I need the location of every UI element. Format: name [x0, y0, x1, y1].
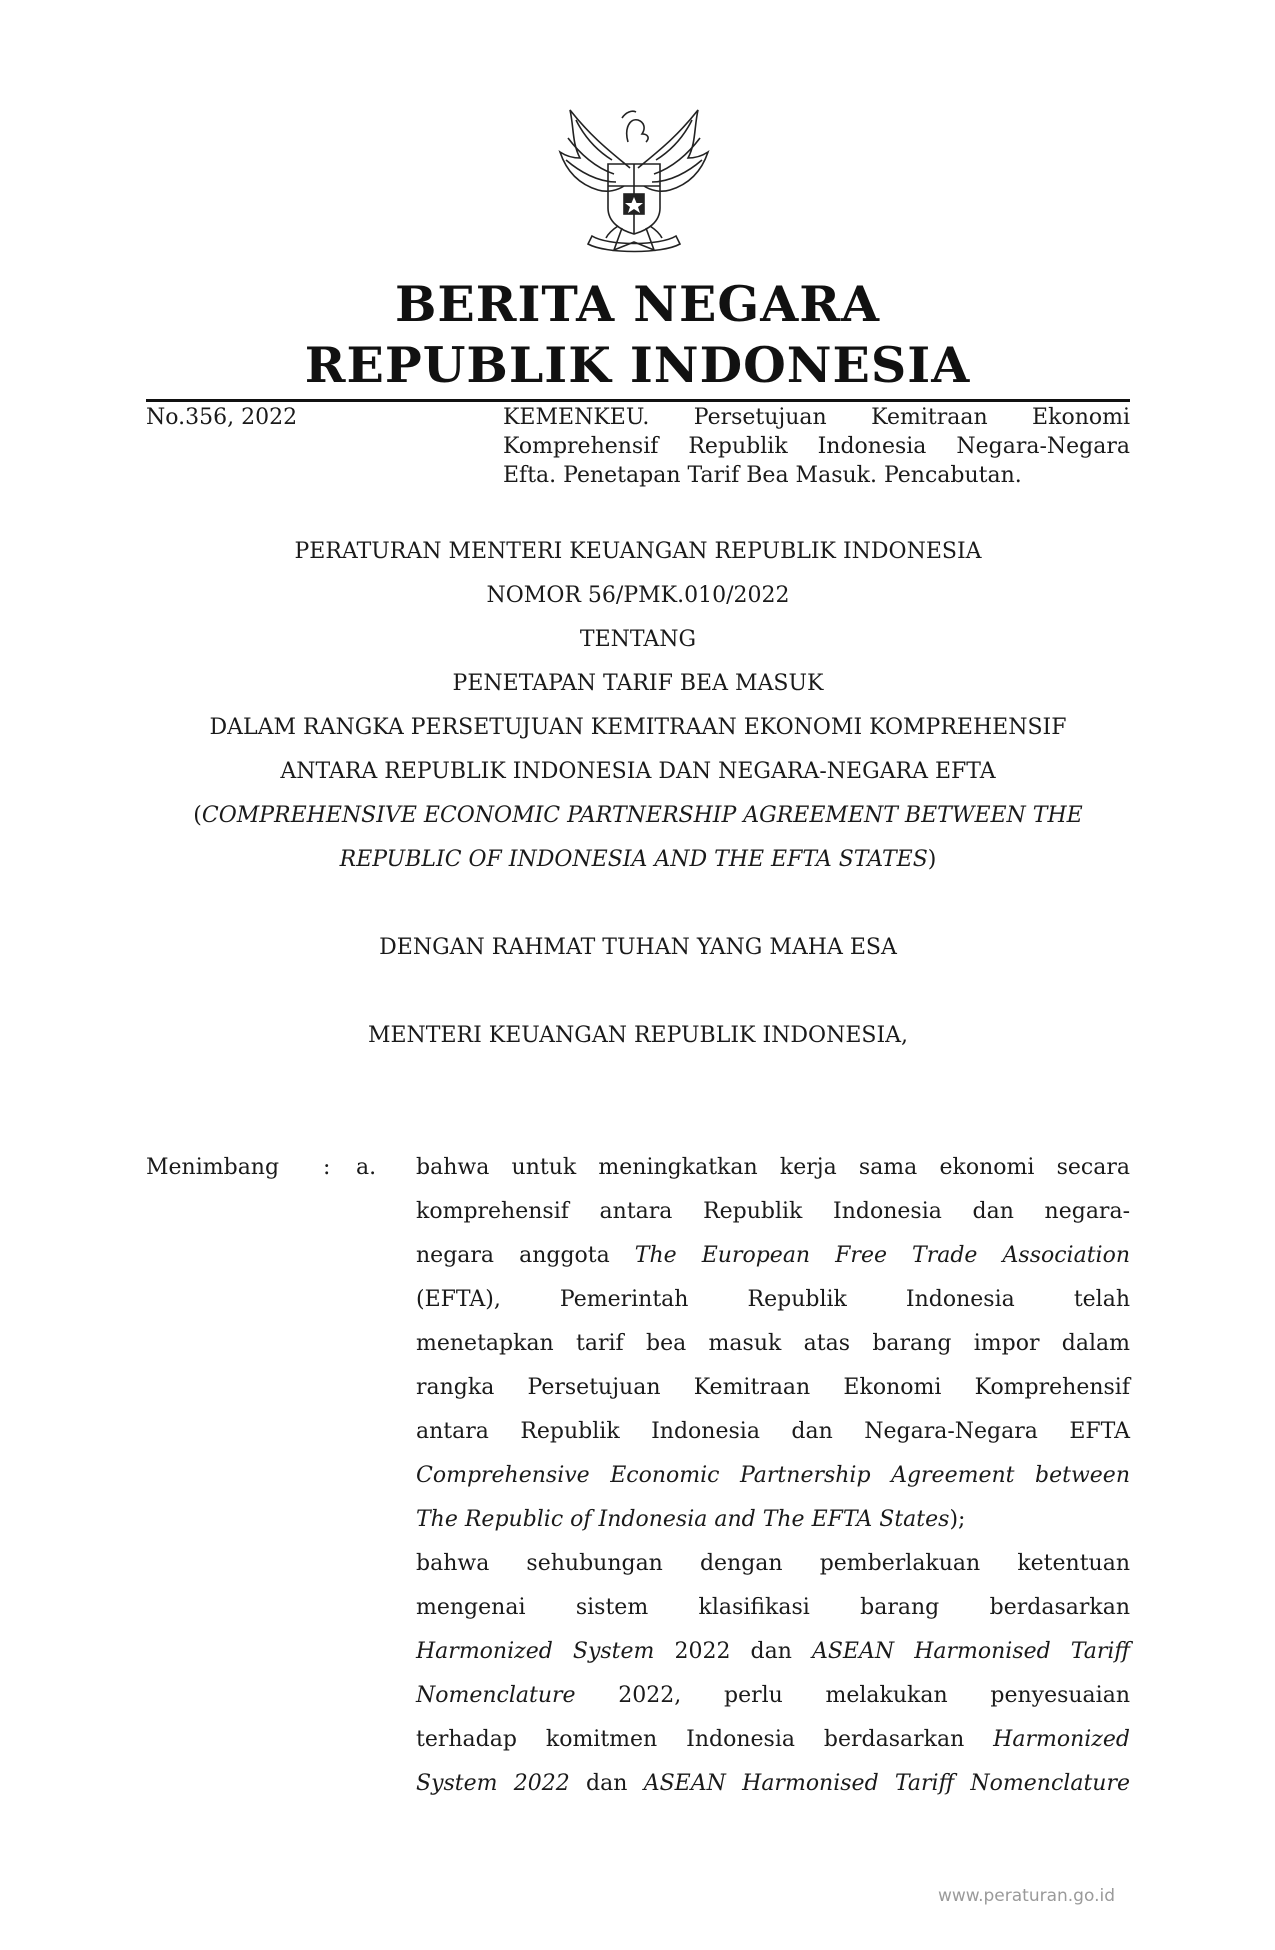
english-title-line: REPUBLIC OF INDONESIA AND THE EFTA STATES: [339, 847, 928, 872]
consideration-b: [416, 1542, 1130, 1806]
issue-description: [503, 403, 1130, 490]
preamble-authority: MENTERI KEUANGAN REPUBLIK INDONESIA,: [367, 1023, 909, 1048]
text-line: bahwa sehubungan dengan pemberlakuan ketentuan: [416, 1551, 1130, 1576]
regulation-english-title: [146, 794, 1130, 838]
regulation-english-title: [146, 838, 1130, 882]
issue-description-line: Komprehensif Republik Indonesia Negara-Negara: [503, 434, 1130, 459]
text-line: [416, 1674, 1130, 1718]
paren-close: ): [927, 847, 937, 872]
masthead-divider: [146, 399, 1130, 402]
text-line: Comprehensive Economic Partnership Agreement between: [416, 1463, 1130, 1488]
issue-description-line: Efta. Penetapan Tarif Bea Masuk. Pencabutan.: [503, 463, 1022, 488]
text-span: 2022, perlu melakukan penyesuaian: [575, 1683, 1130, 1708]
text-span: negara anggota: [416, 1243, 635, 1268]
text-span-italic: ASEAN Harmonised Tariff Nomenclature: [643, 1771, 1130, 1796]
item-a-marker: a.: [356, 1155, 377, 1180]
consideration-a: [416, 1146, 1130, 1542]
regulation-number: NOMOR 56/PMK.010/2022: [486, 583, 790, 608]
text-span: 2022 dan: [654, 1639, 812, 1664]
text-span: dan: [569, 1771, 644, 1796]
garuda-emblem-icon: [552, 98, 716, 258]
regulation-about: TENTANG: [579, 627, 697, 652]
text-line: mengenai sistem klasifikasi barang berdasarkan: [416, 1595, 1130, 1620]
text-line: komprehensif antara Republik Indonesia dan negara-: [416, 1199, 1130, 1224]
text-span-italic: System 2022: [416, 1771, 570, 1796]
text-line: [416, 1630, 1130, 1674]
text-line: menetapkan tarif bea masuk atas barang impor dalam: [416, 1331, 1130, 1356]
paren-open: (: [193, 803, 202, 828]
english-title-line: COMPREHENSIVE ECONOMIC PARTNERSHIP AGREEMENT BETWEEN THE: [201, 803, 1083, 828]
text-span-italic: ASEAN Harmonised Tariff: [811, 1639, 1131, 1664]
menimbang-colon: :: [323, 1155, 331, 1180]
regulation-title-block: [146, 530, 1130, 882]
issue-description-line: KEMENKEU. Persetujuan Kemitraan Ekonomi: [503, 405, 1130, 430]
text-span-italic: Nomenclature: [416, 1683, 576, 1708]
masthead-subtitle: REPUBLIK INDONESIA: [304, 336, 971, 394]
issue-number: No.356, 2022: [146, 405, 298, 430]
text-span: );: [949, 1507, 966, 1532]
text-line: [416, 1234, 1130, 1278]
text-line: [416, 1498, 1130, 1542]
text-line: rangka Persetujuan Kemitraan Ekonomi Komprehensif: [416, 1375, 1130, 1400]
menimbang-label: Menimbang: [146, 1155, 280, 1180]
regulation-subject-line: DALAM RANGKA PERSETUJUAN KEMITRAAN EKONOMI KOMPREHENSIF: [209, 715, 1067, 740]
masthead-title: BERITA NEGARA: [394, 275, 880, 333]
preamble-invocation: DENGAN RAHMAT TUHAN YANG MAHA ESA: [379, 935, 897, 960]
text-span-italic: The European Free Trade Association: [634, 1243, 1130, 1268]
regulation-subject: PENETAPAN TARIF BEA MASUK: [452, 671, 824, 696]
text-span-italic: Harmonized: [993, 1727, 1130, 1752]
text-span-italic: Harmonized System: [416, 1639, 655, 1664]
regulation-title: PERATURAN MENTERI KEUANGAN REPUBLIK INDONESIA: [294, 539, 982, 564]
text-line: bahwa untuk meningkatkan kerja sama ekonomi secara: [416, 1155, 1130, 1180]
text-line: [416, 1762, 1130, 1806]
text-line: [416, 1718, 1130, 1762]
source-watermark[interactable]: www.peraturan.go.id: [937, 1886, 1115, 1906]
text-line: antara Republik Indonesia dan Negara-Negara EFTA: [416, 1419, 1130, 1444]
text-span: terhadap komitmen Indonesia berdasarkan: [416, 1727, 994, 1752]
text-span-italic: The Republic of Indonesia and The EFTA States: [416, 1507, 950, 1532]
regulation-subject-line: ANTARA REPUBLIK INDONESIA DAN NEGARA-NEGARA EFTA: [280, 759, 996, 784]
text-line: (EFTA), Pemerintah Republik Indonesia telah: [416, 1287, 1130, 1312]
